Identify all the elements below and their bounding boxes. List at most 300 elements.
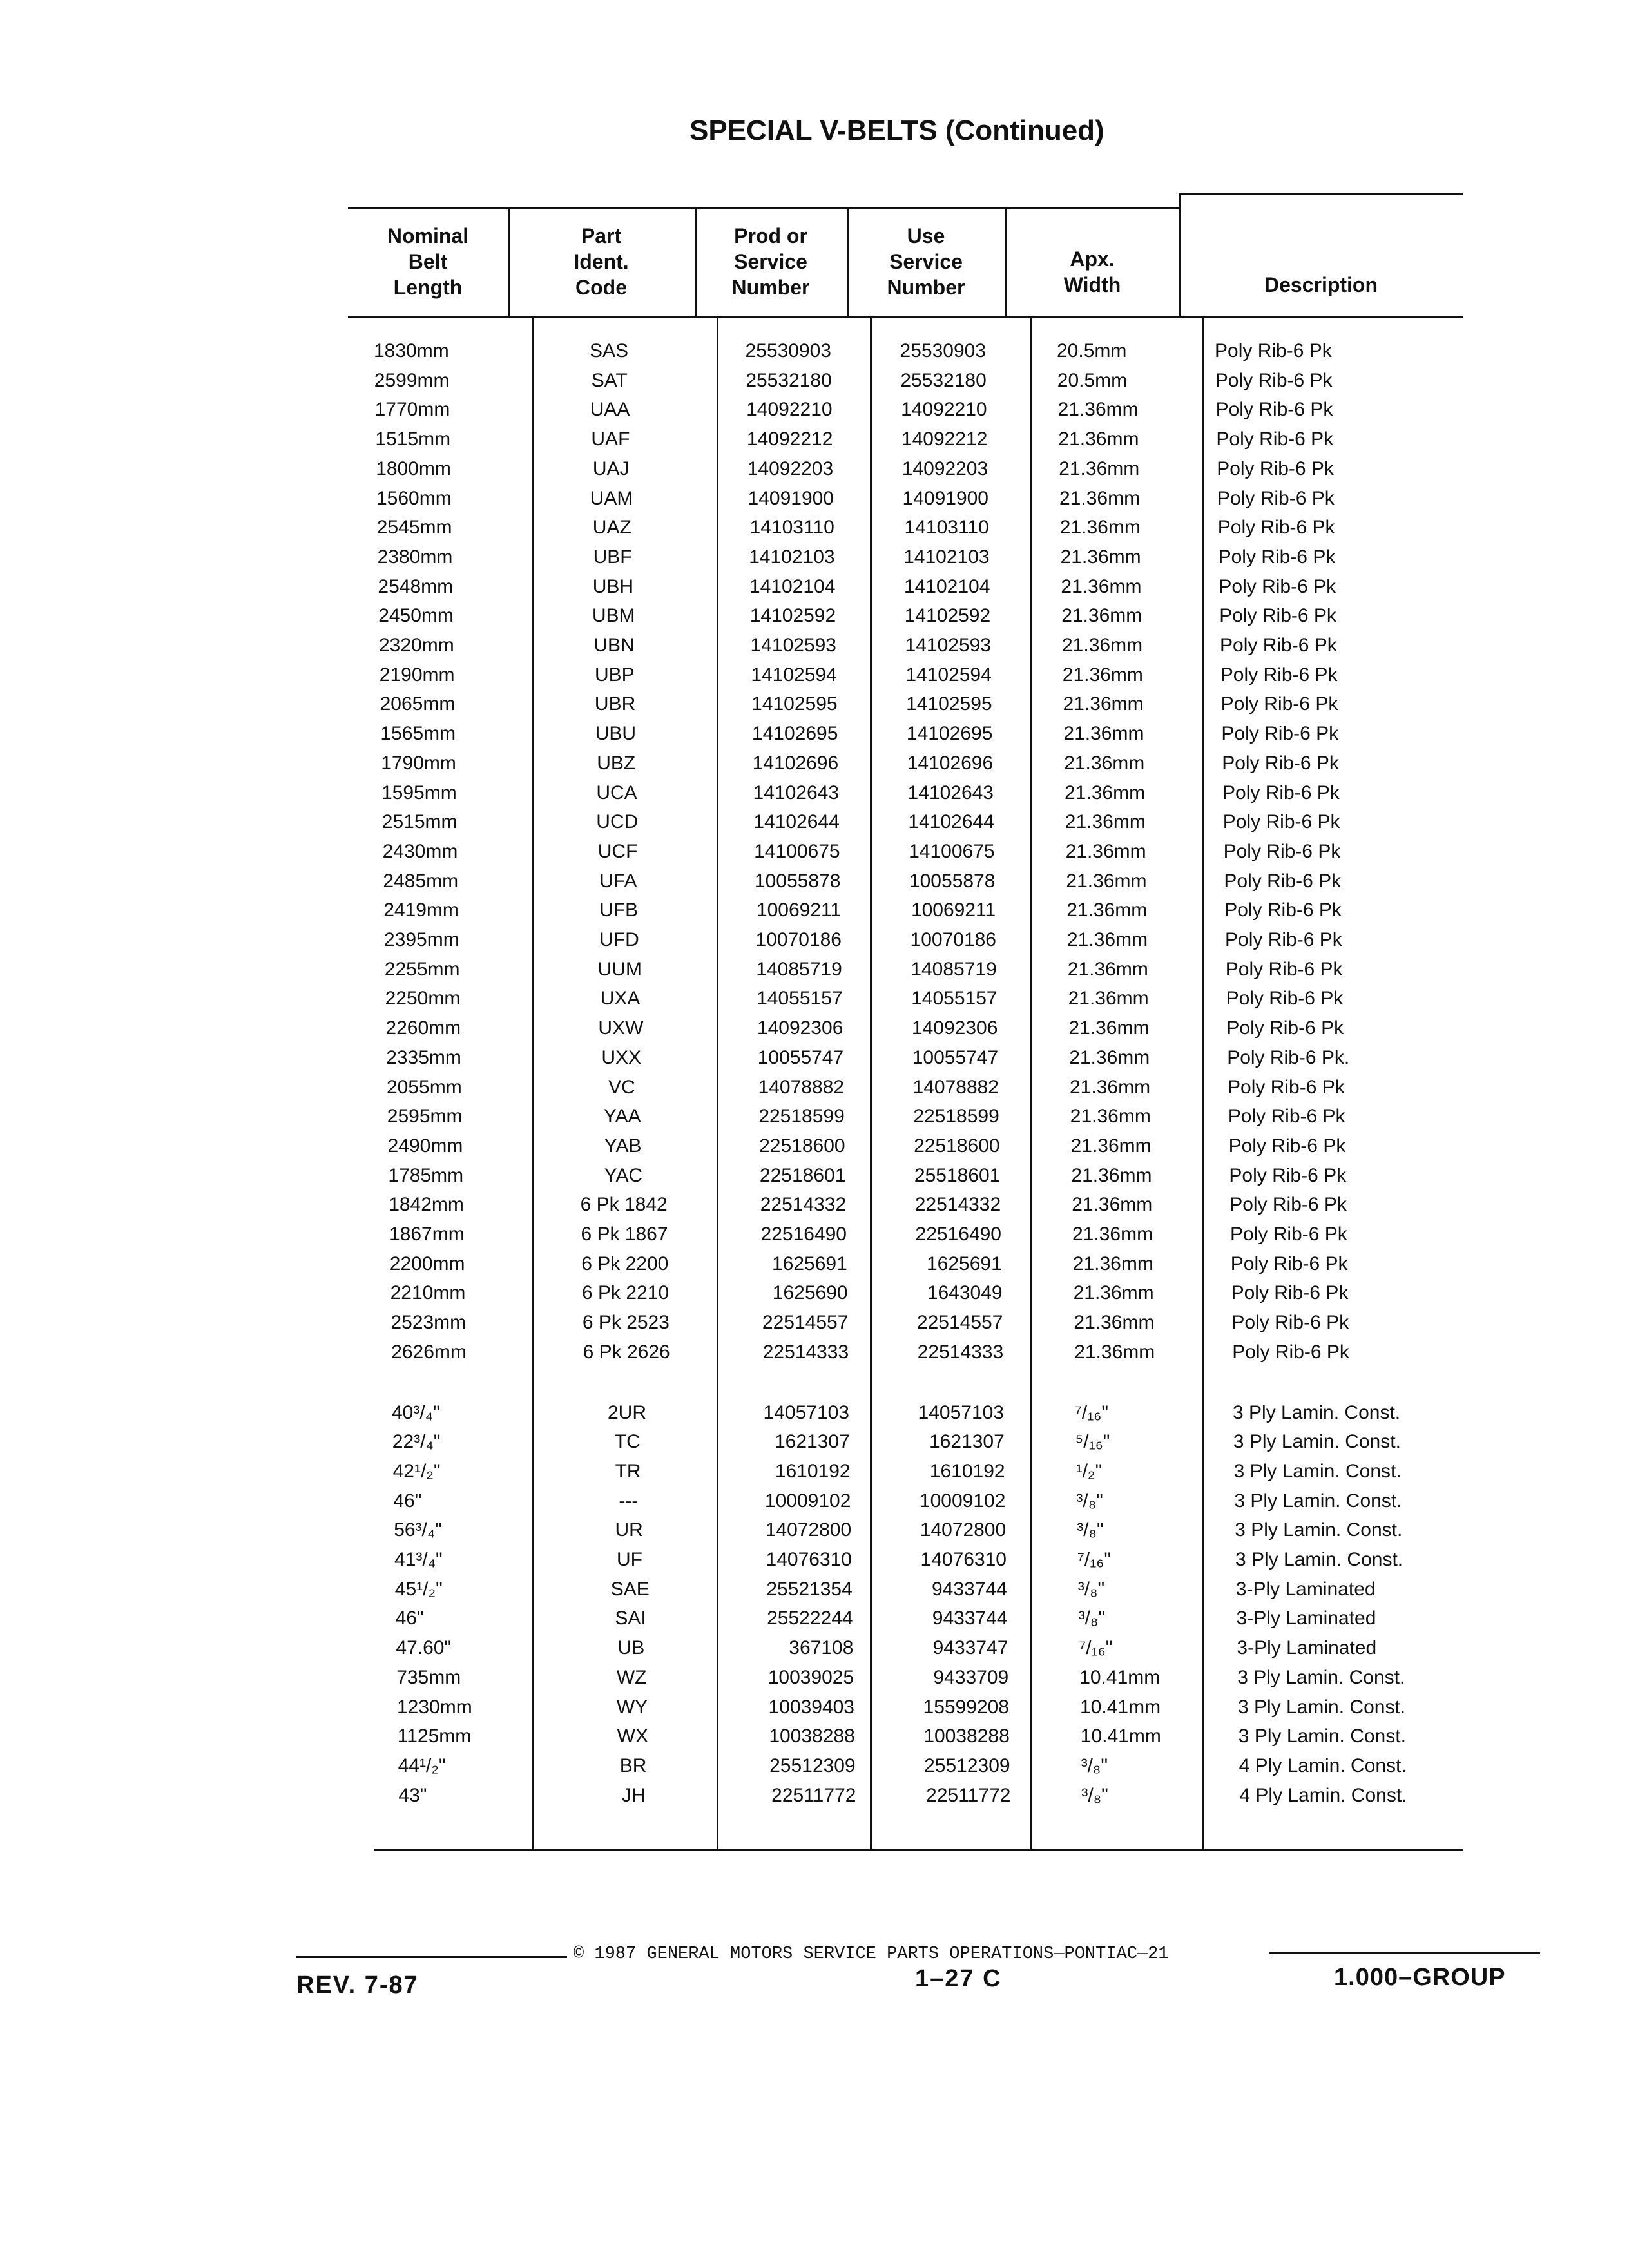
cell-code: 6 Pk 2200 <box>581 1253 669 1274</box>
cell-prod: 1621307 <box>775 1431 850 1453</box>
table-top-rule-main <box>348 207 1179 209</box>
cell-code: YAC <box>604 1164 643 1186</box>
cell-desc: 4 Ply Lamin. Const. <box>1239 1784 1407 1806</box>
cell-use: 14102644 <box>908 811 994 833</box>
cell-use: 22516490 <box>915 1224 1001 1245</box>
cell-width: 21.36mm <box>1062 635 1143 656</box>
cell-desc: Poly Rib-6 Pk <box>1226 988 1344 1010</box>
cell-length: 42¹/₂" <box>392 1460 441 1482</box>
cell-use: 14102594 <box>905 664 992 686</box>
cell-width: 21.36mm <box>1074 1312 1155 1334</box>
cell-length: 2450mm <box>378 605 454 627</box>
cell-prod: 14102594 <box>751 664 837 686</box>
header-length <box>348 223 508 300</box>
cell-code: UCF <box>597 840 638 862</box>
cell-width: ³/₈" <box>1077 1519 1104 1541</box>
cell-code: UAM <box>590 487 633 509</box>
cell-desc: Poly Rib-6 Pk <box>1228 1106 1345 1128</box>
cell-prod: 22518601 <box>759 1164 846 1186</box>
cell-length: 1800mm <box>376 457 451 479</box>
cell-width: 21.36mm <box>1070 1076 1151 1098</box>
header-line: Use <box>907 224 945 247</box>
cell-prod: 22514557 <box>762 1312 849 1334</box>
cell-code: UAJ <box>592 457 630 479</box>
cell-use: 22518600 <box>914 1135 1000 1157</box>
header-line: Belt <box>408 250 448 273</box>
cell-use: 14100675 <box>909 840 995 862</box>
cell-prod: 22514333 <box>762 1341 849 1363</box>
cell-use: 14102695 <box>906 723 993 745</box>
cell-length: 2055mm <box>387 1076 462 1098</box>
cell-width: 20.5mm <box>1057 340 1127 361</box>
cell-use: 25512309 <box>924 1754 1010 1776</box>
cell-prod: 14102103 <box>749 546 835 568</box>
cell-prod: 10039025 <box>767 1666 854 1688</box>
cell-length: 2490mm <box>387 1135 463 1157</box>
header-line: Description <box>1264 273 1378 296</box>
cell-width: 10.41mm <box>1080 1725 1161 1747</box>
cell-prod: 14102592 <box>749 605 836 627</box>
cell-length: 1560mm <box>376 487 452 509</box>
header-line: Ident. <box>574 250 629 273</box>
cell-desc: Poly Rib-6 Pk <box>1231 1282 1349 1304</box>
header-code <box>508 223 695 300</box>
cell-length: 1790mm <box>381 752 456 774</box>
cell-use: 14072800 <box>920 1519 1007 1541</box>
cell-length: 46" <box>393 1490 422 1512</box>
cell-use: 10069211 <box>911 899 996 921</box>
header-line: Apx. <box>1070 247 1115 271</box>
cell-width: 21.36mm <box>1066 899 1148 921</box>
cell-prod: 14057103 <box>763 1401 849 1423</box>
cell-width: ⁵/₁₆" <box>1075 1431 1110 1453</box>
cell-code: SAT <box>591 369 628 391</box>
header-line: Nominal <box>387 224 469 247</box>
cell-code: BR <box>619 1754 647 1776</box>
cell-width: 21.36mm <box>1059 487 1141 509</box>
cell-prod: 25532180 <box>746 369 832 391</box>
cell-width: 21.36mm <box>1059 457 1140 479</box>
cell-desc: Poly Rib-6 Pk <box>1217 487 1335 509</box>
cell-length: 1770mm <box>374 399 450 421</box>
cell-prod: 10070186 <box>755 929 842 950</box>
cell-code: SAS <box>589 340 629 361</box>
cell-use: 1625691 <box>927 1253 1002 1274</box>
cell-length: 2065mm <box>380 693 456 715</box>
cell-length: 2419mm <box>383 899 459 921</box>
cell-width: 21.36mm <box>1061 575 1142 597</box>
col-divider-5 <box>1179 193 1181 317</box>
cell-width: 21.36mm <box>1062 664 1143 686</box>
cell-use: 14102643 <box>907 782 994 803</box>
cell-prod: 14092212 <box>746 428 833 450</box>
cell-prod: 10039403 <box>768 1696 854 1718</box>
cell-code: UCA <box>596 782 637 803</box>
cell-prod: 14092306 <box>757 1017 843 1039</box>
cell-prod: 14092210 <box>746 399 833 421</box>
cell-desc: Poly Rib-6 Pk <box>1224 870 1342 892</box>
cell-length: 1230mm <box>397 1696 472 1718</box>
cell-code: UR <box>615 1519 643 1541</box>
cell-use: 14092212 <box>901 428 988 450</box>
cell-desc: 3 Ply Lamin. Const. <box>1235 1549 1403 1570</box>
cell-length: 2545mm <box>376 517 452 539</box>
cell-prod: 14102104 <box>749 575 836 597</box>
cell-use: 14076310 <box>920 1549 1007 1570</box>
cell-desc: 3 Ply Lamin. Const. <box>1234 1490 1402 1512</box>
cell-code: 6 Pk 1867 <box>581 1224 668 1245</box>
cell-code: WZ <box>616 1666 647 1688</box>
cell-length: 2210mm <box>390 1282 466 1304</box>
footer-rule-right <box>1269 1952 1540 1954</box>
cell-code: UXA <box>600 988 641 1010</box>
cell-length: 2595mm <box>387 1106 463 1128</box>
cell-width: 21.36mm <box>1059 517 1141 539</box>
cell-use: 14057103 <box>918 1401 1004 1423</box>
cell-width: ³/₈" <box>1081 1754 1108 1776</box>
cell-use: 22514332 <box>914 1194 1001 1216</box>
cell-width: 21.36mm <box>1074 1341 1155 1363</box>
cell-desc: Poly Rib-6 Pk <box>1215 369 1333 391</box>
cell-code: SAI <box>615 1608 646 1629</box>
cell-use: 15599208 <box>923 1696 1009 1718</box>
cell-use: 14102696 <box>907 752 994 774</box>
cell-length: 47.60" <box>396 1637 452 1659</box>
cell-desc: Poly Rib-6 Pk <box>1215 340 1332 361</box>
cell-desc: 3 Ply Lamin. Const. <box>1238 1696 1406 1718</box>
header-line: Service <box>889 250 963 273</box>
cell-length: 735mm <box>396 1666 461 1688</box>
cell-length: 2430mm <box>382 840 458 862</box>
cell-code: UF <box>617 1549 642 1570</box>
cell-prod: 22518599 <box>758 1106 845 1128</box>
cell-prod: 14076310 <box>766 1549 852 1570</box>
cell-desc: Poly Rib-6 Pk <box>1221 723 1339 745</box>
cell-desc: Poly Rib-6 Pk <box>1224 899 1342 921</box>
header-line: Part <box>581 224 622 247</box>
cell-width: 21.36mm <box>1073 1282 1154 1304</box>
header-line: Number <box>887 276 965 299</box>
cell-width: 21.36mm <box>1061 605 1142 627</box>
cell-prod: 14085719 <box>756 958 842 980</box>
cell-desc: Poly Rib-6 Pk <box>1222 811 1340 833</box>
cell-code: WY <box>616 1696 648 1718</box>
cell-prod: 25530903 <box>745 340 831 361</box>
cell-code: UCD <box>596 811 639 833</box>
cell-use: 14091900 <box>902 487 988 509</box>
cell-length: 2200mm <box>389 1253 465 1274</box>
cell-width: ¹/₂" <box>1075 1460 1103 1482</box>
cell-code: UBH <box>592 575 634 597</box>
cell-width: 21.36mm <box>1066 870 1147 892</box>
header-line: Length <box>393 276 463 299</box>
cell-prod: 14102593 <box>750 635 836 656</box>
cell-use: 1610192 <box>929 1460 1005 1482</box>
cell-desc: Poly Rib-6 Pk. <box>1227 1046 1350 1068</box>
cell-code: 6 Pk 1842 <box>580 1194 668 1216</box>
cell-length: 2548mm <box>378 575 454 597</box>
cell-prod: 10038288 <box>769 1725 855 1747</box>
cell-desc: 3-Ply Laminated <box>1236 1608 1376 1629</box>
col-divider-5b <box>1202 317 1204 1849</box>
cell-width: 21.36mm <box>1070 1106 1151 1128</box>
cell-length: 2255mm <box>384 958 460 980</box>
cell-width: 21.36mm <box>1057 399 1139 421</box>
cell-code: YAA <box>603 1106 641 1128</box>
cell-width: 21.36mm <box>1072 1253 1153 1274</box>
cell-width: 21.36mm <box>1065 782 1146 803</box>
cell-length: 41³/₄" <box>394 1549 443 1570</box>
cell-use: 22514333 <box>917 1341 1004 1363</box>
header-line: Service <box>734 250 807 273</box>
table-bottom-rule <box>374 1849 1463 1851</box>
col-divider-4b <box>1030 317 1032 1849</box>
col-divider-1b <box>532 317 534 1849</box>
cell-width: 21.36mm <box>1063 723 1144 745</box>
cell-desc: Poly Rib-6 Pk <box>1220 664 1338 686</box>
cell-length: 1125mm <box>397 1725 472 1747</box>
page-title: SPECIAL V-BELTS (Continued) <box>689 115 1104 146</box>
cell-width: ³/₈" <box>1076 1490 1103 1512</box>
cell-use: 25532180 <box>900 369 987 391</box>
cell-width: 21.36mm <box>1065 811 1146 833</box>
header-bottom-rule <box>348 316 1463 318</box>
cell-width: 21.36mm <box>1060 546 1141 568</box>
cell-code: UBM <box>592 605 635 627</box>
cell-desc: Poly Rib-6 Pk <box>1219 575 1336 597</box>
cell-width: 21.36mm <box>1068 988 1149 1010</box>
cell-use: 14102593 <box>905 635 991 656</box>
cell-desc: Poly Rib-6 Pk <box>1229 1164 1347 1186</box>
cell-desc: Poly Rib-6 Pk <box>1220 635 1337 656</box>
cell-desc: Poly Rib-6 Pk <box>1228 1135 1346 1157</box>
cell-code: UB <box>617 1637 645 1659</box>
cell-desc: 3 Ply Lamin. Const. <box>1235 1519 1403 1541</box>
cell-code: UXW <box>598 1017 644 1039</box>
cell-length: 2335mm <box>386 1046 461 1068</box>
cell-width: ³/₈" <box>1081 1784 1108 1806</box>
cell-length: 1565mm <box>380 723 456 745</box>
cell-length: 2515mm <box>381 811 458 833</box>
cell-use: 14102595 <box>906 693 992 715</box>
cell-use: 10038288 <box>923 1725 1010 1747</box>
page-number: 1–27 C <box>915 1965 1002 1992</box>
cell-use: 14078882 <box>912 1076 999 1098</box>
cell-length: 1785mm <box>388 1164 464 1186</box>
cell-length: 1515mm <box>375 428 451 450</box>
cell-length: 44¹/₂" <box>398 1754 446 1776</box>
cell-use: 14085719 <box>911 958 997 980</box>
cell-code: JH <box>622 1784 646 1806</box>
cell-width: ³/₈" <box>1077 1578 1105 1600</box>
cell-width: 21.36mm <box>1063 693 1144 715</box>
cell-desc: Poly Rib-6 Pk <box>1228 1076 1345 1098</box>
cell-length: 2260mm <box>385 1017 461 1039</box>
cell-code: VC <box>608 1076 635 1098</box>
cell-prod: 14103110 <box>749 517 834 539</box>
cell-use: 10055878 <box>909 870 996 892</box>
cell-code: WX <box>617 1725 648 1747</box>
cell-use: 14102103 <box>903 546 990 568</box>
cell-desc: Poly Rib-6 Pk <box>1222 752 1339 774</box>
cell-code: UUM <box>597 958 642 980</box>
cell-use: 9433744 <box>932 1608 1008 1629</box>
cell-use: 10055747 <box>912 1046 999 1068</box>
cell-length: 1842mm <box>389 1194 464 1216</box>
header-prod <box>695 223 847 300</box>
cell-prod: 1610192 <box>775 1460 851 1482</box>
cell-width: 21.36mm <box>1064 752 1145 774</box>
cell-length: 2395mm <box>384 929 459 950</box>
v-belt-table <box>348 193 1463 1849</box>
cell-code: UXX <box>601 1046 642 1068</box>
cell-desc: 3 Ply Lamin. Const. <box>1233 1431 1401 1453</box>
cell-length: 2599mm <box>374 369 450 391</box>
cell-code: UBF <box>593 546 632 568</box>
cell-width: 10.41mm <box>1080 1696 1161 1718</box>
cell-prod: 22518600 <box>759 1135 845 1157</box>
cell-width: ³/₈" <box>1078 1608 1106 1629</box>
cell-code: 6 Pk 2626 <box>583 1341 670 1363</box>
cell-use: 14092210 <box>901 399 987 421</box>
cell-code: UAA <box>590 399 630 421</box>
cell-use: 14102592 <box>904 605 991 627</box>
cell-use: 1643049 <box>927 1282 1003 1304</box>
cell-prod: 1625691 <box>772 1253 847 1274</box>
header-line: Width <box>1063 273 1121 296</box>
cell-use: 9433709 <box>933 1666 1009 1688</box>
cell-use: 1621307 <box>929 1431 1005 1453</box>
cell-desc: Poly Rib-6 Pk <box>1220 693 1338 715</box>
header-use <box>847 223 1005 300</box>
cell-prod: 1625690 <box>772 1282 848 1304</box>
cell-prod: 14091900 <box>747 487 834 509</box>
cell-use: 14102104 <box>903 575 990 597</box>
cell-length: 2250mm <box>385 988 461 1010</box>
cell-use: 9433747 <box>932 1637 1008 1659</box>
cell-prod: 25522244 <box>767 1608 853 1629</box>
cell-desc: Poly Rib-6 Pk <box>1232 1341 1349 1363</box>
cell-width: ⁷/₁₆" <box>1077 1549 1112 1570</box>
cell-use: 14103110 <box>904 517 989 539</box>
cell-desc: 3-Ply Laminated <box>1237 1637 1377 1659</box>
cell-width: 21.36mm <box>1067 929 1148 950</box>
cell-use: 25530903 <box>900 340 986 361</box>
cell-length: 1595mm <box>381 782 457 803</box>
cell-use: 22518599 <box>913 1106 999 1128</box>
cell-code: TC <box>614 1431 641 1453</box>
cell-code: UBU <box>595 723 637 745</box>
cell-code: UBP <box>594 664 635 686</box>
cell-code: UBR <box>594 693 636 715</box>
cell-use: 14092203 <box>901 457 988 479</box>
cell-prod: 10055747 <box>757 1046 844 1068</box>
cell-code: --- <box>619 1490 639 1512</box>
header-width <box>1005 246 1179 298</box>
cell-desc: Poly Rib-6 Pk <box>1230 1224 1347 1245</box>
footer-rule-left <box>296 1956 567 1958</box>
cell-desc: Poly Rib-6 Pk <box>1217 517 1335 539</box>
cell-use: 10070186 <box>910 929 996 950</box>
cell-code: UBN <box>593 635 635 656</box>
cell-code: UFA <box>599 870 637 892</box>
cell-desc: Poly Rib-6 Pk <box>1229 1194 1347 1216</box>
cell-width: 21.36mm <box>1067 958 1148 980</box>
cell-prod: 14102643 <box>753 782 839 803</box>
cell-use: 10009102 <box>919 1490 1006 1512</box>
cell-width: 21.36mm <box>1072 1194 1153 1216</box>
cell-prod: 22514332 <box>760 1194 847 1216</box>
cell-prod: 14092203 <box>747 457 834 479</box>
cell-prod: 10055878 <box>754 870 841 892</box>
cell-width: 10.41mm <box>1079 1666 1161 1688</box>
cell-width: 21.36mm <box>1068 1017 1150 1039</box>
cell-code: UBZ <box>597 752 636 774</box>
cell-desc: Poly Rib-6 Pk <box>1218 546 1336 568</box>
cell-width: 21.36mm <box>1072 1224 1153 1245</box>
cell-width: 21.36mm <box>1065 840 1146 862</box>
cell-width: 21.36mm <box>1070 1135 1152 1157</box>
cell-code: TR <box>615 1460 641 1482</box>
cell-desc: 4 Ply Lamin. Const. <box>1239 1754 1407 1776</box>
cell-desc: Poly Rib-6 Pk <box>1230 1253 1348 1274</box>
cell-length: 2380mm <box>377 546 453 568</box>
header-line: Number <box>731 276 810 299</box>
cell-length: 1867mm <box>389 1224 465 1245</box>
cell-width: 21.36mm <box>1058 428 1139 450</box>
cell-width: 21.36mm <box>1071 1164 1152 1186</box>
cell-prod: 14102595 <box>751 693 838 715</box>
cell-desc: 3 Ply Lamin. Const. <box>1238 1725 1406 1747</box>
cell-code: UFD <box>599 929 639 950</box>
cell-desc: Poly Rib-6 Pk <box>1225 958 1343 980</box>
cell-width: 21.36mm <box>1069 1046 1150 1068</box>
cell-length: 1830mm <box>374 340 449 361</box>
cell-prod: 14078882 <box>758 1076 844 1098</box>
table-top-rule <box>1179 193 1463 195</box>
cell-length: 46" <box>395 1608 424 1629</box>
cell-length: 22³/₄" <box>392 1431 441 1453</box>
cell-length: 2320mm <box>379 635 454 656</box>
cell-desc: 3 Ply Lamin. Const. <box>1233 1401 1401 1423</box>
cell-prod: 14102644 <box>753 811 840 833</box>
cell-code: YAB <box>604 1135 642 1157</box>
cell-width: 20.5mm <box>1057 369 1128 391</box>
cell-length: 45¹/₂" <box>394 1578 443 1600</box>
cell-use: 25518601 <box>914 1164 1001 1186</box>
cell-use: 22511772 <box>926 1784 1011 1806</box>
cell-prod: 14100675 <box>754 840 840 862</box>
header-line: Code <box>575 276 627 299</box>
cell-desc: Poly Rib-6 Pk <box>1226 1017 1344 1039</box>
cell-desc: Poly Rib-6 Pk <box>1222 782 1340 803</box>
header-line: Prod or <box>734 224 807 247</box>
header-desc <box>1179 272 1463 298</box>
cell-use: 9433744 <box>932 1578 1007 1600</box>
cell-prod: 14055157 <box>757 988 843 1010</box>
cell-length: 43" <box>398 1784 427 1806</box>
cell-length: 2190mm <box>379 664 455 686</box>
cell-prod: 367108 <box>789 1637 854 1659</box>
cell-prod: 22511772 <box>771 1784 856 1806</box>
cell-desc: 3-Ply Laminated <box>1235 1578 1376 1600</box>
cell-length: 2485mm <box>383 870 459 892</box>
cell-desc: Poly Rib-6 Pk <box>1223 840 1341 862</box>
cell-use: 14055157 <box>911 988 998 1010</box>
cell-desc: 3 Ply Lamin. Const. <box>1233 1460 1402 1482</box>
cell-use: 22514557 <box>916 1312 1003 1334</box>
cell-code: 2UR <box>607 1401 646 1423</box>
